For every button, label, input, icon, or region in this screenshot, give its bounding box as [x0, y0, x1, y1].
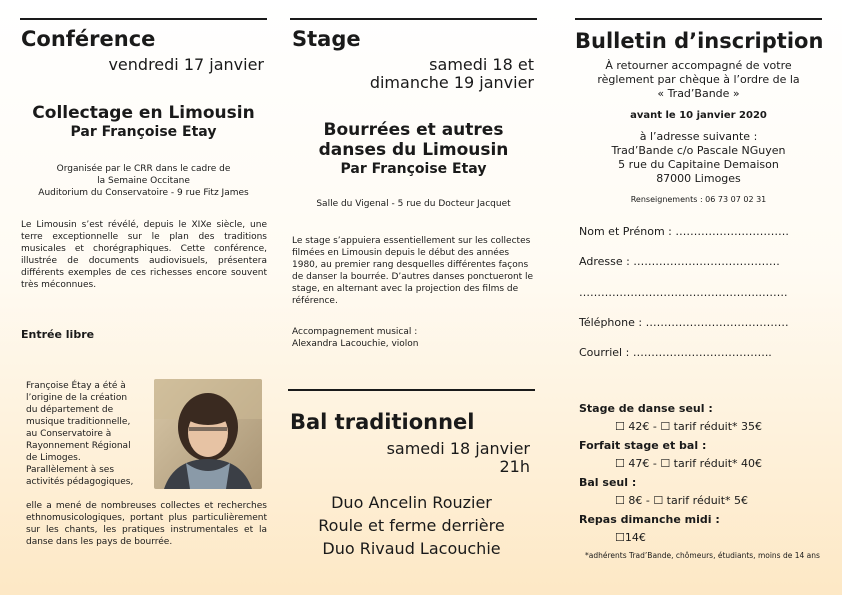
tarif-forfait-options[interactable]: ☐ 47€ - ☐ tarif réduit* 40€: [615, 457, 763, 470]
tarif-forfait-label: Forfait stage et bal :: [579, 439, 707, 452]
bal-heading: Bal traditionnel: [290, 410, 475, 434]
bulletin-deadline: avant le 10 janvier 2020: [630, 110, 767, 121]
stage-title-line2: danses du Limousin: [318, 140, 509, 160]
stage-title-block: [290, 120, 537, 178]
tarif-repas-options[interactable]: ☐14€: [615, 531, 646, 544]
bal-bands: [288, 491, 535, 560]
tarif-bal-options[interactable]: ☐ 8€ - ☐ tarif réduit* 5€: [615, 494, 749, 507]
tarif-bal-label: Bal seul :: [579, 476, 637, 489]
speaker-portrait-image: [154, 379, 262, 489]
adresse-field-line2[interactable]: …………………………………………..…….: [579, 286, 788, 299]
bulletin-phone: Renseignements : 06 73 07 02 31: [630, 195, 767, 204]
conference-entry: Entrée libre: [21, 328, 95, 341]
bal-rule: [288, 389, 535, 391]
bulletin-intro: À retourner accompagné de votre règlement par chèque à l’ordre de la « Trad’Bande »: [597, 59, 800, 100]
top-rule-stage: [290, 18, 537, 20]
conference-date: vendredi 17 janvier: [108, 55, 264, 74]
adresse-field[interactable]: Adresse : ………………………………….: [579, 255, 780, 268]
courriel-field[interactable]: Courriel : ………………………………..: [579, 346, 772, 359]
conference-description: Le Limousin s’est révélé, depuis le XIXe siècle, une terre exceptionnelle sur le plan des traditions musicales et chorégraphiques. Cette conférence, illustrée de documents audiovisuels, présentera différents exemples de ces richesses encore souvent très méconnues.: [21, 220, 267, 290]
conference-bio-rest: elle a mené de nombreuses collectes et recherches ethnomusicologiques, portant plus particulièrement sur les chants, les pratiques instrumentales et la danse dans les pays de bourrée.: [26, 501, 267, 547]
top-rule-conference: [20, 18, 267, 20]
bal-date: samedi 18 janvier 21h: [386, 439, 530, 476]
band-3: Duo Rivaud Lacouchie: [322, 539, 501, 558]
nom-field[interactable]: Nom et Prénom : ………………………….: [579, 225, 789, 238]
stage-author: Par Françoise Etay: [340, 161, 487, 177]
conference-bio-short: Françoise Étay a été à l’origine de la création du département de musique traditionnelle, au Conservatoire à Rayonnement Régional de Limoges. Parallèlement à ses activités pédagogiques,: [26, 381, 134, 487]
tarif-footnote: *adhérents Trad’Bande, chômeurs, étudiants, moins de 14 ans: [585, 551, 820, 560]
conference-title: Collectage en Limousin: [32, 103, 255, 123]
stage-accompaniment: Accompagnement musical : Alexandra Lacouchie, violon: [292, 327, 419, 349]
conference-organisation: Organisée par le CRR dans le cadre de la Semaine Occitane Auditorium du Conservatoire - 9 rue Fitz James: [38, 164, 249, 198]
conference-heading: Conférence: [21, 27, 156, 51]
band-1: Duo Ancelin Rouzier: [331, 493, 492, 512]
stage-title-line1: Bourrées et autres: [323, 120, 504, 140]
tarif-stage-options[interactable]: ☐ 42€ - ☐ tarif réduit* 35€: [615, 420, 763, 433]
stage-heading: Stage: [292, 27, 361, 51]
top-rule-bulletin: [575, 18, 822, 20]
band-2: Roule et ferme derrière: [318, 516, 505, 535]
telephone-field[interactable]: Téléphone : …………………………………: [579, 316, 789, 329]
conference-title-block: [20, 103, 267, 141]
bulletin-address: à l’adresse suivante : Trad’Bande c/o Pascale NGuyen 5 rue du Capitaine Demaison 87000 Limoges: [611, 130, 786, 185]
conference-author: Par Françoise Etay: [70, 124, 217, 140]
stage-description: Le stage s’appuiera essentiellement sur les collectes filmées en Limousin depuis le début des années 1980, au premier rang desquelles différentes façons de danser la bourrée. D’autres danses ponctueront le stage, en alternant avec la projection des films de référence.: [292, 236, 534, 306]
tarif-stage-label: Stage de danse seul :: [579, 402, 713, 415]
stage-date: samedi 18 et dimanche 19 janvier: [369, 55, 534, 92]
stage-venue: Salle du Vigenal - 5 rue du Docteur Jacquet: [316, 199, 511, 209]
bulletin-heading: Bulletin d’inscription: [575, 29, 824, 53]
tarif-repas-label: Repas dimanche midi :: [579, 513, 720, 526]
speaker-photo: [154, 379, 262, 489]
